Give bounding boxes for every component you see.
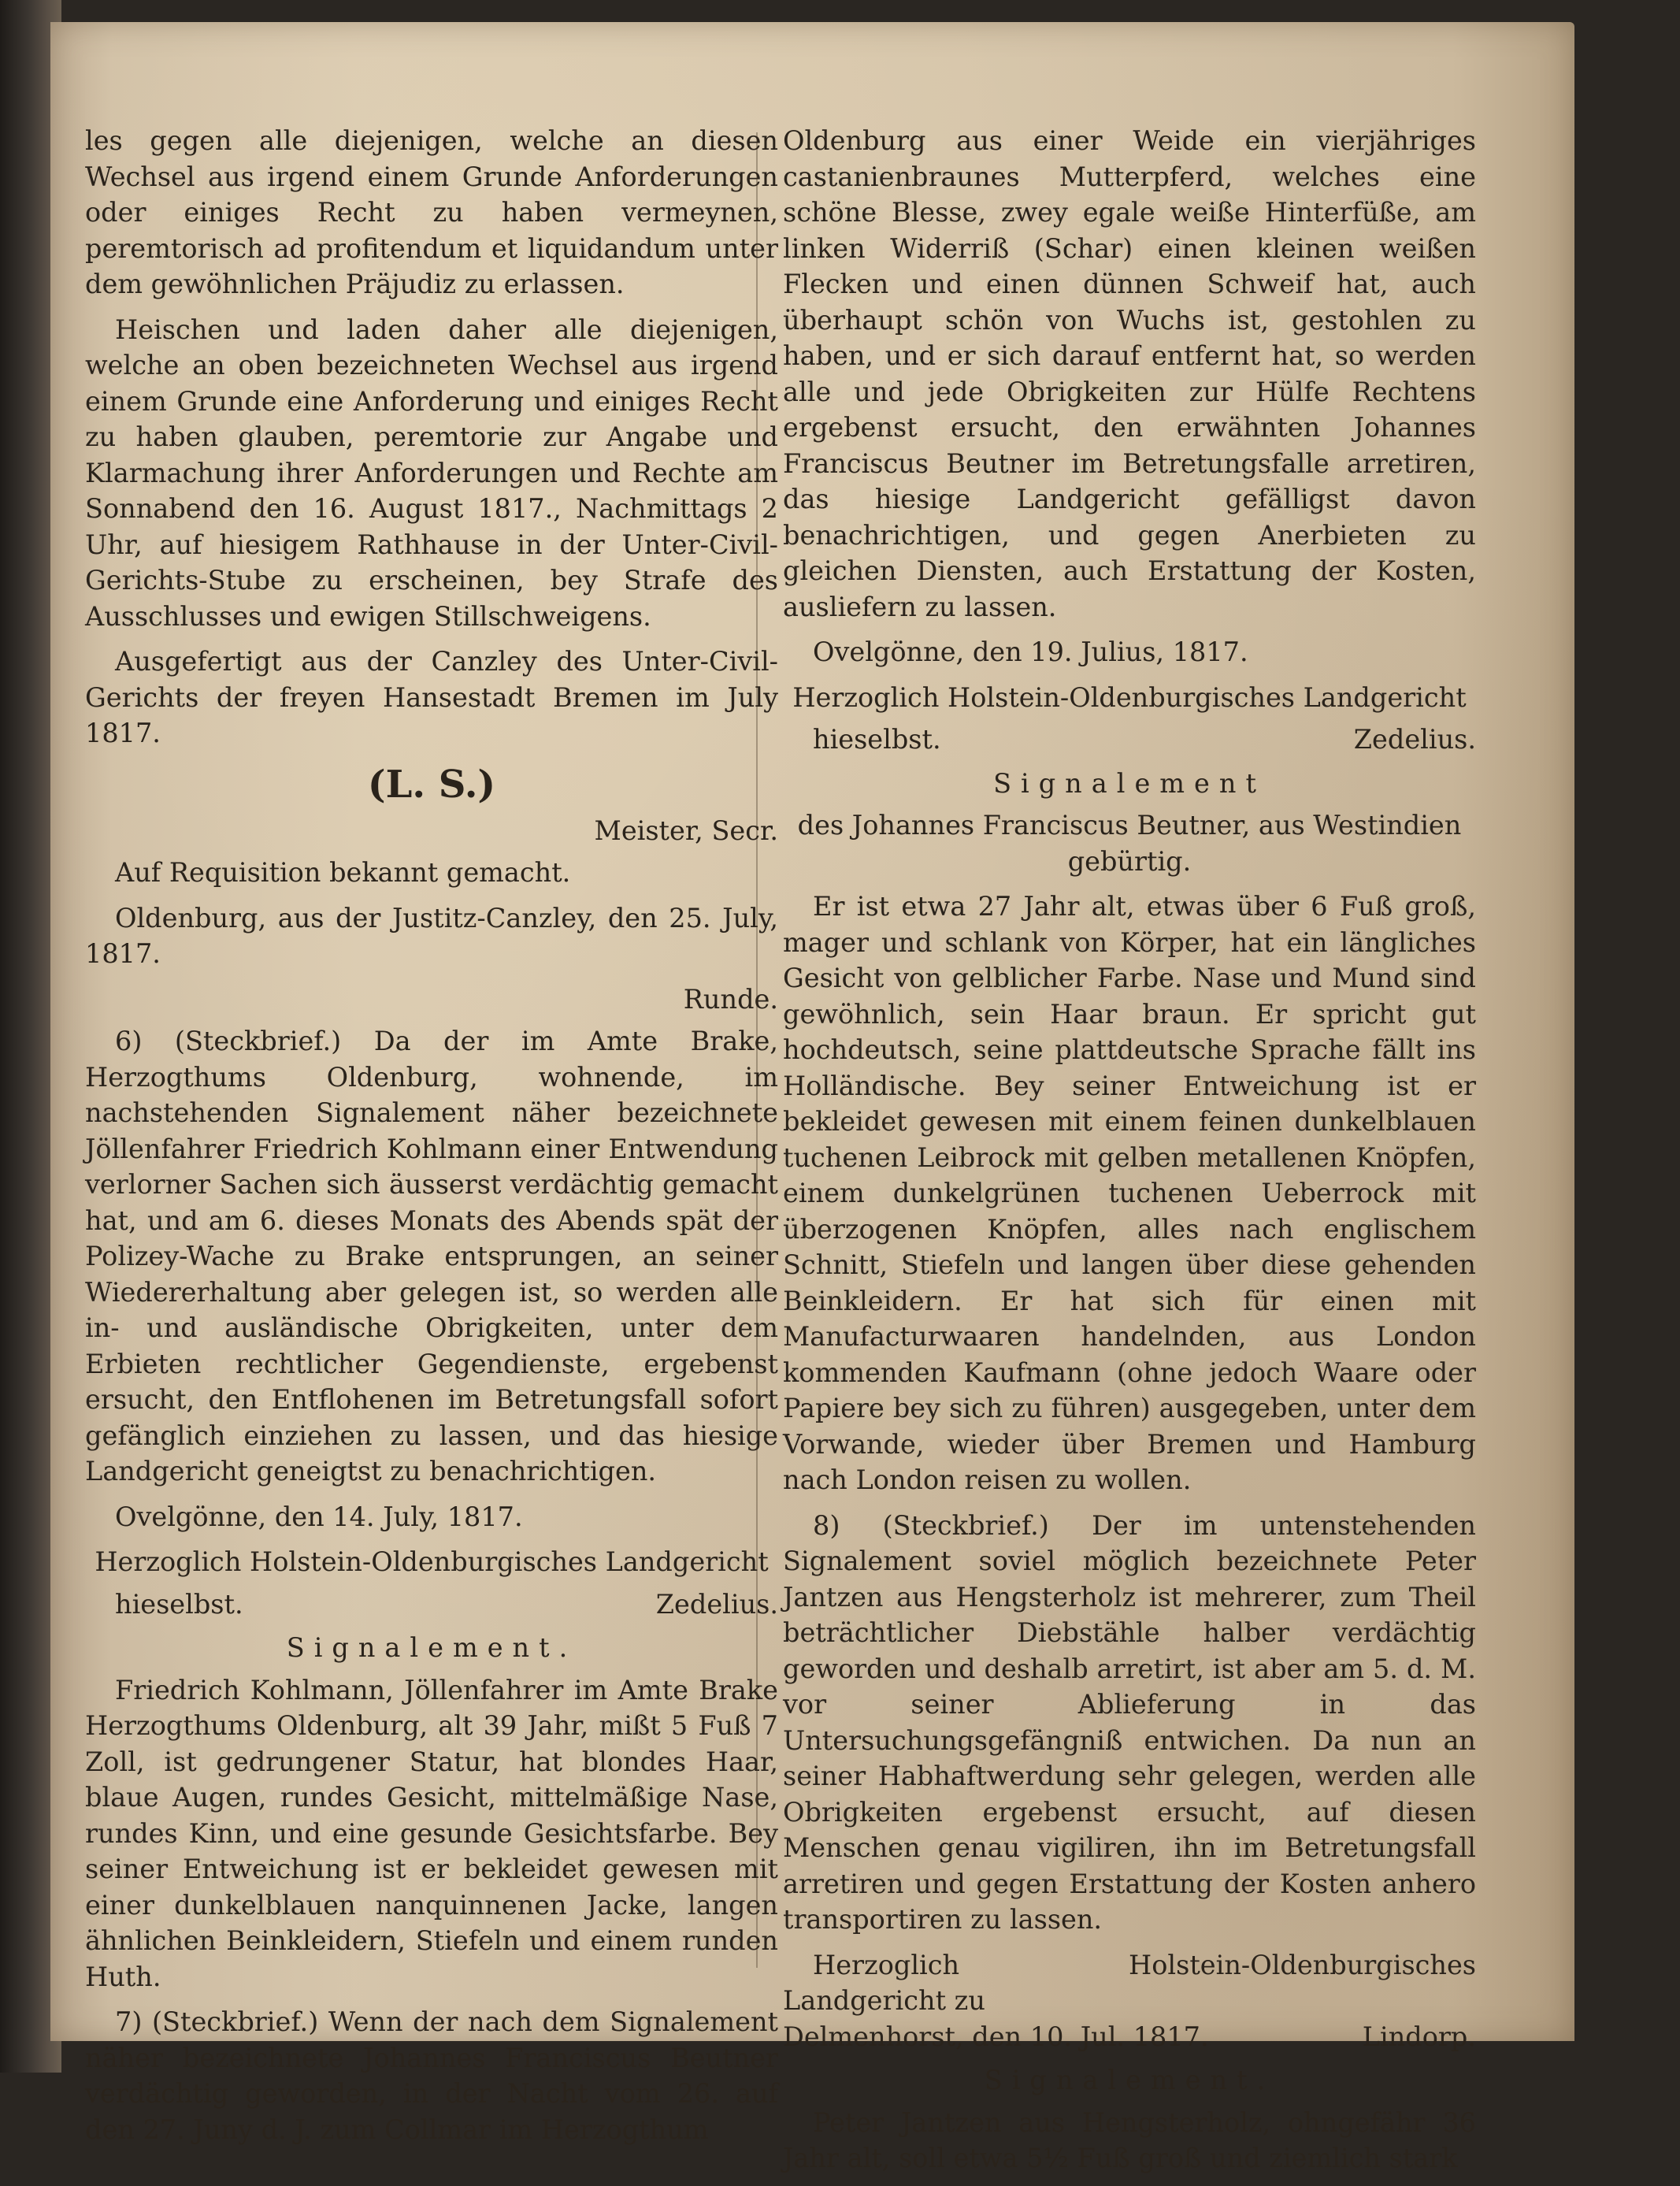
notice-6-court-signature: Zedelius.	[655, 1588, 778, 1620]
requisition-place-date: Oldenburg, aus der Justitz-Canzley, den 25. July, 1817.	[85, 902, 778, 969]
left-column	[85, 123, 778, 2157]
left-paragraph-2: Heischen und laden daher alle diejenigen, welche an oben bezeichneten Wechsel aus irgend einem Grunde eine Anforderung und einiges Recht zu haben glauben, peremtorie zur Angabe und Klarmachung ihrer Anforderungen und Rechte am Sonnabend den 16. August 1817., Nachmittags 2 Uhr, auf hiesigem Rathhause in der Unter-Civil-Gerichts-Stube zu erscheinen, bey Strafe des Ausschlusses und ewigen Stillschweigens.	[85, 314, 778, 632]
notice-7-court-signature: Zedelius.	[1353, 724, 1476, 755]
notice-8-court: Herzoglich Holstein-Oldenburgisches Landgericht zu	[783, 1949, 1476, 2016]
requisition-signature: Runde.	[683, 983, 778, 1015]
notice-6-date: Ovelgönne, den 14. July, 1817.	[115, 1501, 523, 1532]
document-page	[50, 22, 1574, 2173]
notice-7-court-line	[783, 722, 1476, 758]
notice-8-court-line	[783, 2019, 1476, 2055]
notice-7-date: Ovelgönne, den 19. Julius, 1817.	[813, 637, 1248, 667]
secretary-signature: Meister, Secr.	[594, 815, 778, 846]
notice-7-court-place: hieselbst.	[813, 724, 941, 755]
signalement-heading-3: Signalement.	[984, 2065, 1275, 2095]
signalement-jantzen: Peter Jantzen aus Hengsterholz, ohngefähr 36 Jahr alt, soll etwa 5½ Fuß groß und ziemlich stark	[783, 2106, 1476, 2173]
notice-6-text: 6) (Steckbrief.) Da der im Amte Brake, Herzogthums Oldenburg, wohnende, im nachstehenden Signalement näher bezeichnete Jöllenfahrer Friedrich Kohlmann einer Entwendung verlorner Sachen sich äusserst verdächtig gemacht hat, und am 6. dieses Monats des Abends spät der Polizey-Wache zu Brake entsprungen, an seiner Wiedererhaltung aber gelegen ist, so werden alle in- und ausländische Obrigkeiten, unter dem Erbieten rechtlicher Gegendienste, ergebenst ersucht, den Entflohenen im Betretungsfall sofort gefänglich einziehen zu lassen, und das hiesige Landgericht geneigtst zu benachrichtigen.	[85, 1026, 778, 1486]
column-divider	[756, 132, 758, 1968]
notice-7-court: Herzoglich Holstein-Oldenburgisches Landgericht	[792, 681, 1467, 713]
left-paragraph-3: Ausgefertigt aus der Canzley des Unter-Civil-Gerichts der freyen Hansestadt Bremen im July 1817.	[85, 646, 778, 748]
notice-7-text: 7) (Steckbrief.) Wenn der nach dem Signalement näher bezeichnete Johannes Franciscus Beutner verdächtig geworden, in der Nacht vom 26. auf den 27. Juny d. J. zum Collmar im Herzogthum	[85, 2006, 778, 2145]
notice-6-court: Herzoglich Holstein-Oldenburgisches Landgericht	[95, 1546, 769, 1577]
seal-mark: (L. S.)	[367, 762, 496, 807]
notice-6-court-place: hieselbst.	[115, 1588, 243, 1620]
signalement-beutner-subtitle: des Johannes Franciscus Beutner, aus Westindien gebürtig.	[797, 810, 1462, 877]
requisition-note: Auf Requisition bekannt gemacht.	[115, 857, 571, 888]
notice-8-place-date: Delmenhorst, den 10. Jul. 1817.	[783, 2021, 1209, 2052]
notice-8-signature: Lindorp.	[1362, 2021, 1476, 2052]
notice-6-court-line	[85, 1587, 778, 1623]
signalement-heading-2: Signalement	[993, 767, 1266, 799]
right-column	[783, 123, 1476, 2186]
signalement-kohlmann: Friedrich Kohlmann, Jöllenfahrer im Amte Brake Herzogthums Oldenburg, alt 39 Jahr, mißt 5 Fuß 7 Zoll, ist gedrungener Statur, hat blondes Haar, blaue Augen, rundes Gesicht, mittelmäßige Nase, rundes Kinn, und eine gesunde Gesichtsfarbe. Bey seiner Entweichung ist er bekleidet gewesen mit einer dunkelblauen nanquinnenen Jacke, langen ähnlichen Beinkleidern, Stiefeln und einem runden Huth.	[85, 1674, 778, 1992]
left-paragraph-1: les gegen alle diejenigen, welche an diesen Wechsel aus irgend einem Grunde Anforderungen oder einiges Recht zu haben vermeynen, peremtorisch ad profitendum et liquidandum unter dem gewöhnlichen Präjudiz zu erlassen.	[85, 125, 778, 299]
notice-8-text: 8) (Steckbrief.) Der im untenstehenden Signalement soviel möglich bezeichnete Peter Jantzen aus Hengsterholz ist mehrerer, zum Theil beträchtlicher Diebstähle halber verdächtig geworden und deshalb arretirt, ist aber am 5. d. M. vor seiner Ablieferung in das Untersuchungsgefängniß entwichen. Da nun an seiner Habhaftwerdung sehr gelegen, werden alle Obrigkeiten ergebenst ersucht, auf diesen Menschen genau vigiliren, ihn im Betretungsfall arretiren und gegen Erstattung der Kosten anhero transportiren zu lassen.	[783, 1509, 1476, 1935]
signalement-beutner: Er ist etwa 27 Jahr alt, etwas über 6 Fuß groß, mager und schlank von Körper, hat ein längliches Gesicht von gelblicher Farbe. Nase und Mund sind gewöhnlich, sein Haar braun. Er spricht gut hochdeutsch, seine plattdeutsche Sprache fällt ins Holländische. Bey seiner Entweichung ist er bekleidet gewesen mit einem feinen dunkelblauen tuchenen Leibrock mit gelben metallenen Knöpfen, einem dunkelgrünen tuchenen Ueberrock mit überzogenen Knöpfen, alles nach englischem Schnitt, Stiefeln und langen über diese gehenden Beinkleidern. Er hat sich für einen mit Manufacturwaaren handelnden, aus London kommenden Kaufmann (ohne jedoch Waare oder Papiere bey sich zu führen) ausgegeben, unter dem Vorwande, wieder über Bremen und Hamburg nach London reisen zu wollen.	[783, 891, 1476, 1495]
notice-7-continued: Oldenburg aus einer Weide ein vierjähriges castanienbraunes Mutterpferd, welches eine schöne Blesse, zwey egale weiße Hinterfüße, am linken Widerriß (Schar) einen kleinen weißen Flecken und einen dünnen Schweif hat, auch überhaupt schön von Wuchs ist, gestohlen zu haben, und er sich darauf entfernt hat, so werden alle und jede Obrigkeiten zur Hülfe Rechtens ergebenst ersucht, den erwähnten Johannes Franciscus Beutner im Betretungsfalle arretiren, das hiesige Landgericht gefälligst davon benachrichtigen, und gegen Anerbieten zu gleichen Diensten, auch Erstattung der Kosten, ausliefern zu lassen.	[783, 125, 1476, 622]
signalement-heading-1: Signalement.	[286, 1632, 577, 1663]
